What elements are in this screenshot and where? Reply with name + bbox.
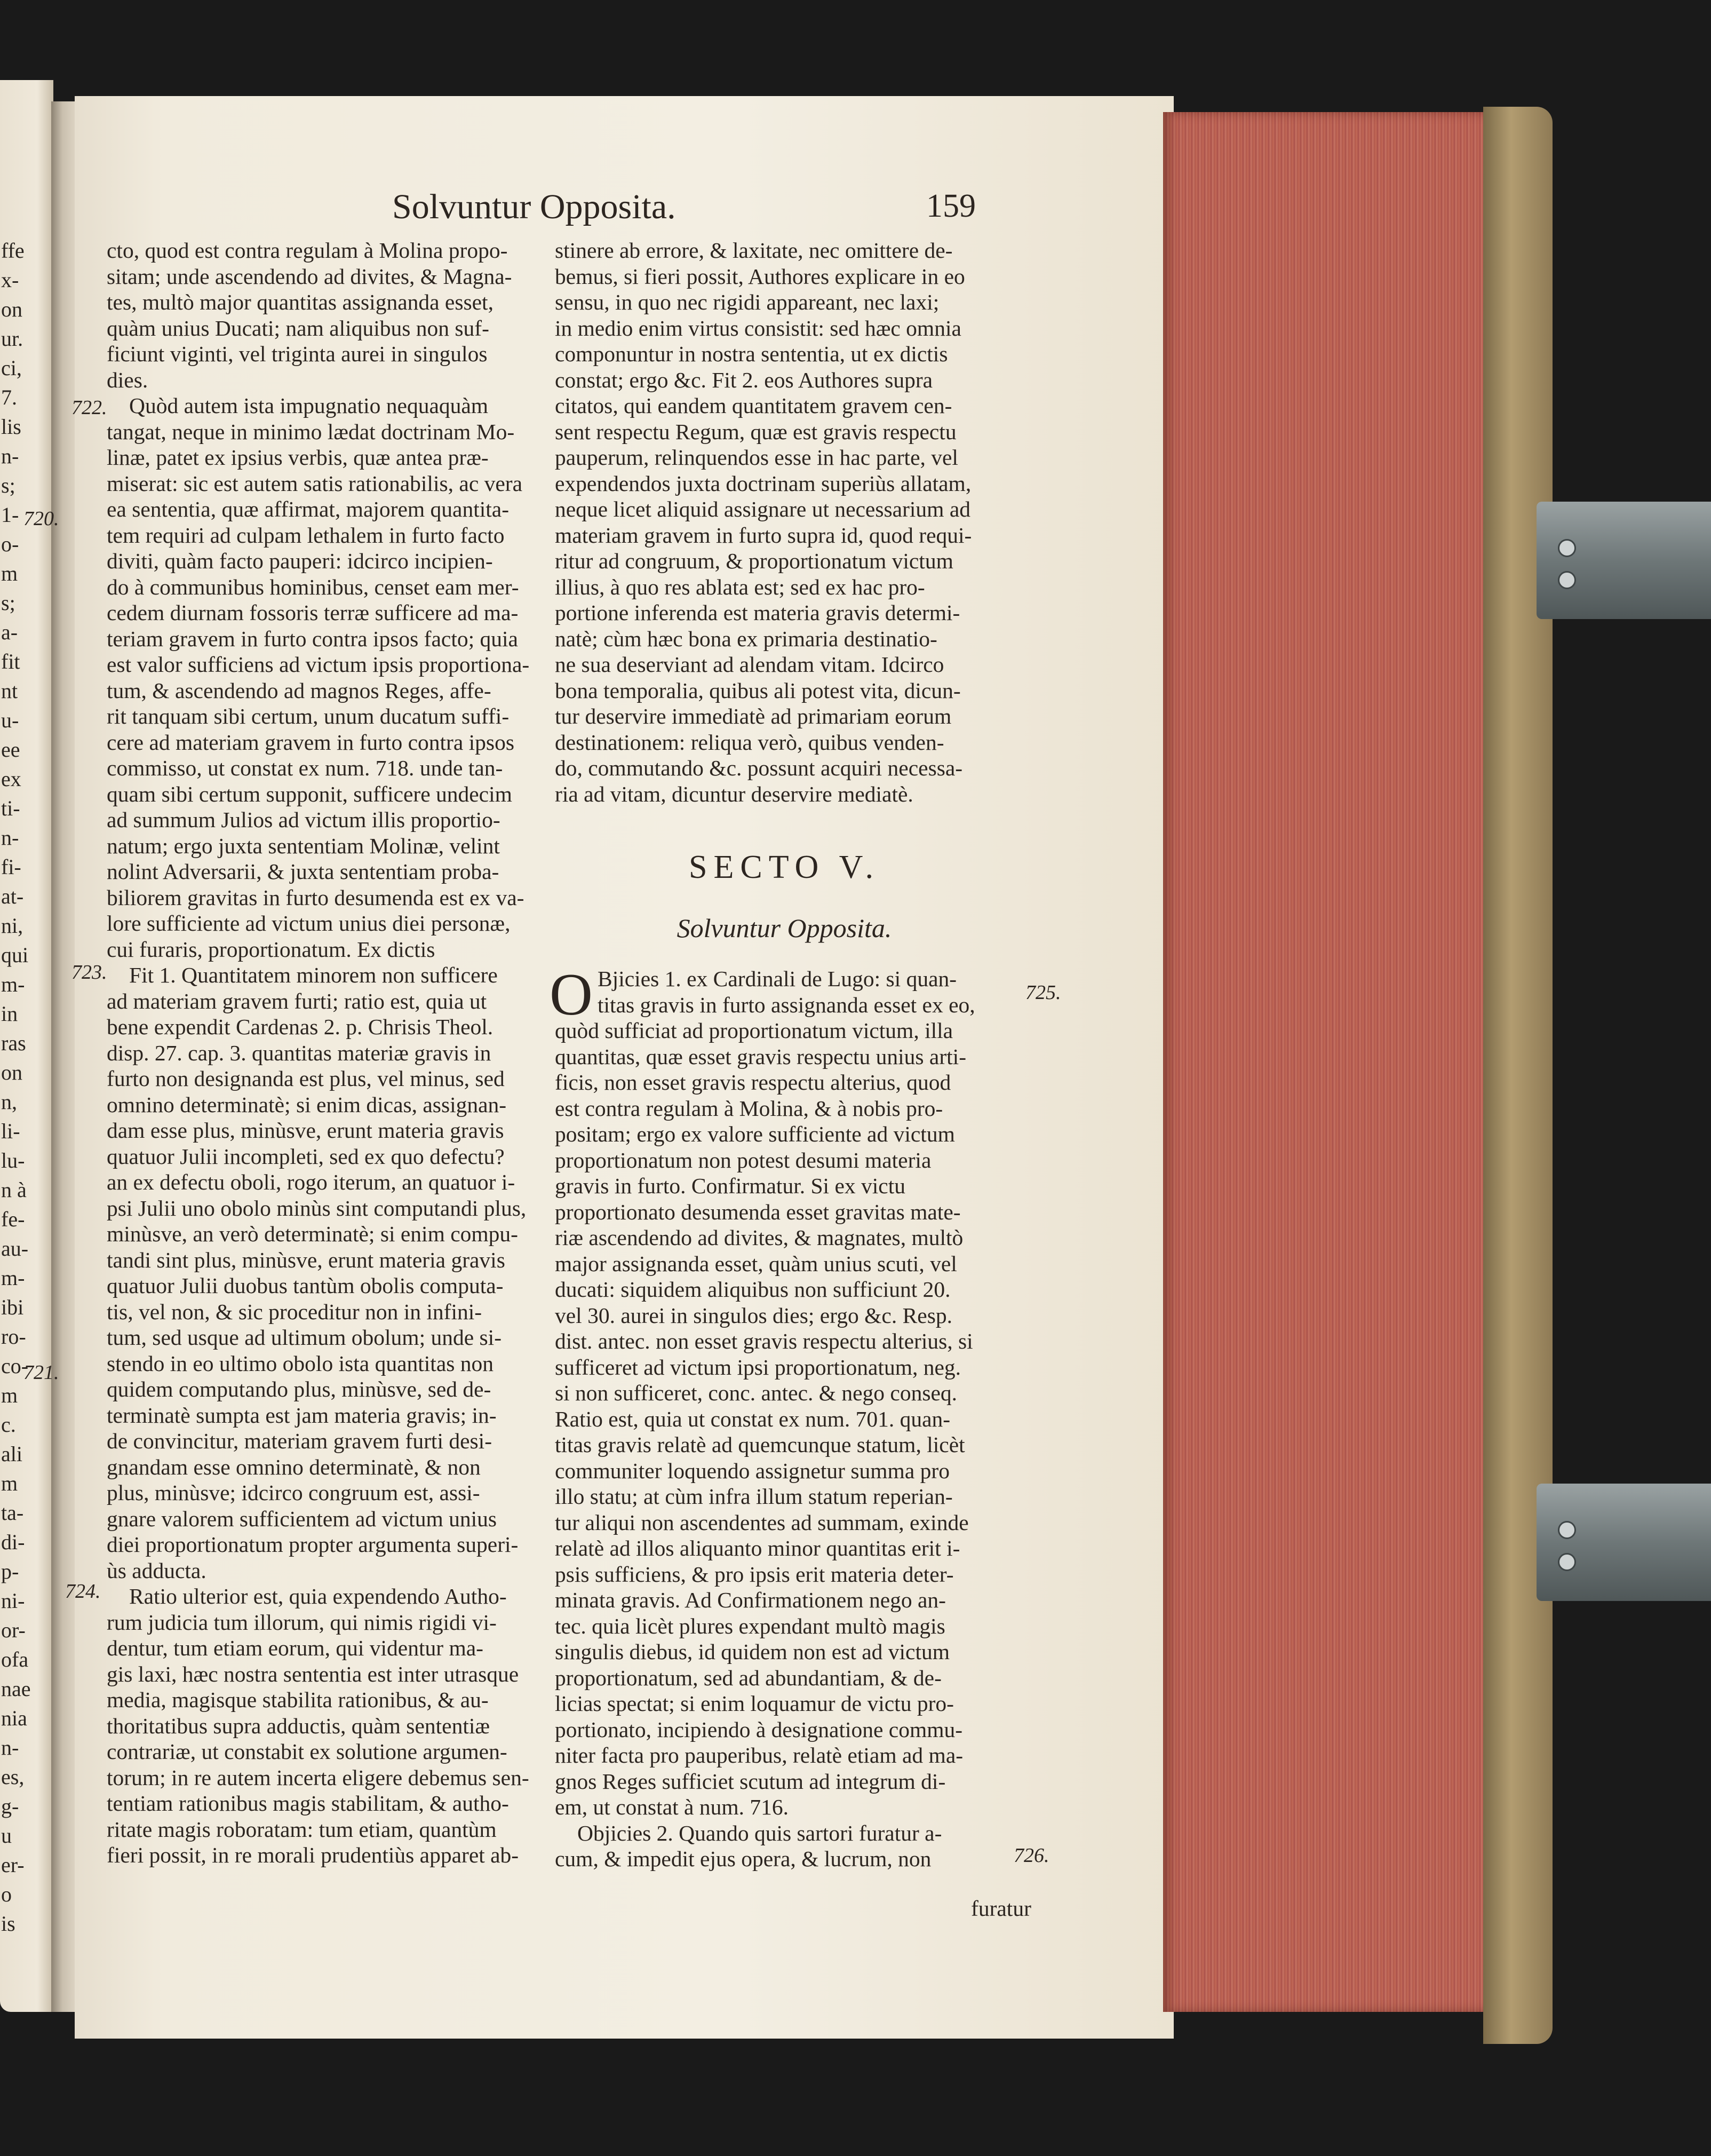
facing-page-fragment: ibi bbox=[1, 1295, 24, 1319]
text-line: portionato, incipiendo à designatione commu- bbox=[555, 1717, 963, 1742]
text-line: cere ad materiam gravem in furto contra ipsos bbox=[107, 730, 514, 755]
facing-page-fragment: ee bbox=[1, 738, 20, 762]
text-line: vel 30. aurei in singulos dies; ergo &c. Resp. bbox=[555, 1303, 952, 1328]
margin-number: 723. bbox=[71, 961, 107, 984]
facing-page-fragment: lu- bbox=[1, 1148, 25, 1172]
text-line: niter facta pro pauperibus, relatè etiam ad ma- bbox=[555, 1743, 964, 1767]
text-line: lore sufficiente ad victum unius diei personæ, bbox=[107, 911, 511, 936]
text-line: gravis in furto. Confirmatur. Si ex victu bbox=[555, 1174, 905, 1198]
facing-page-fragment: x- bbox=[1, 268, 19, 292]
text-line: Quòd autem ista impugnatio nequaquàm bbox=[129, 393, 489, 418]
text-line: ne sua deserviant ad alendam vitam. Idcirco bbox=[555, 652, 944, 677]
facing-page-fragment: ex bbox=[1, 767, 21, 791]
text-line: dentur, tum etiam eorum, qui videntur ma- bbox=[107, 1636, 483, 1660]
facing-page-fragment: u bbox=[1, 1824, 12, 1848]
right-text-column bbox=[555, 237, 1014, 807]
facing-page-fragment: s; bbox=[1, 591, 15, 615]
text-line: gnare valorem sufficientem ad victum unius bbox=[107, 1506, 497, 1531]
text-line: an ex defectu oboli, rogo iterum, an quatuor i- bbox=[107, 1170, 515, 1194]
facing-page-fragment: lis bbox=[1, 415, 21, 439]
text-line: omnino determinatè; si enim dicas, assignan- bbox=[107, 1092, 507, 1117]
margin-number: 726. bbox=[1014, 1844, 1049, 1867]
facing-page-fragment: ta- bbox=[1, 1501, 24, 1525]
facing-page-fragment: n- bbox=[1, 444, 19, 468]
facing-page-fragment: fi- bbox=[1, 855, 21, 879]
text-line: dam esse plus, minùsve, erunt materia gravis bbox=[107, 1118, 504, 1143]
facing-page-fragment: a- bbox=[1, 620, 18, 644]
text-line: ritate magis roboratam: tum etiam, quantùm bbox=[107, 1817, 497, 1842]
text-line: bona temporalia, quibus ali potest vita, dicun- bbox=[555, 678, 961, 703]
text-line: relatè ad illos aliquanto minor quantitas erit i- bbox=[555, 1536, 960, 1560]
text-line: torum; in re autem incerta eligere debemus sen- bbox=[107, 1765, 529, 1790]
text-line: quantitas, quæ esset gravis respectu unius arti- bbox=[555, 1044, 967, 1069]
text-line: singulis diebus, id quidem non est ad victum bbox=[555, 1639, 950, 1664]
text-line: communiter loquendo assignetur summa pro bbox=[555, 1458, 950, 1483]
text-line: sufficeret ad victum ipsi proportionatum, neg. bbox=[555, 1354, 961, 1380]
text-line: rum judicia tum illorum, qui nimis rigidi vi- bbox=[107, 1610, 497, 1635]
facing-page-fragment: p- bbox=[1, 1559, 19, 1583]
text-line: Bjicies 1. ex Cardinali de Lugo: si quan- bbox=[598, 966, 957, 991]
facing-page-fragment: ur. bbox=[1, 327, 23, 351]
facing-page-fragment: qui bbox=[1, 943, 29, 967]
text-line: cum, & impedit ejus opera, & lucrum, non bbox=[555, 1846, 932, 1871]
text-line: riæ ascendendo ad divites, & magnates, multò bbox=[555, 1225, 964, 1250]
text-line: expendendos juxta doctrinam superiùs allatam, bbox=[555, 471, 972, 496]
text-line: natè; cùm hæc bona ex primaria destinatio- bbox=[555, 626, 937, 651]
text-line: illo statu; at cùm infra illum statum reperian- bbox=[555, 1484, 953, 1509]
text-line: proportionato desumenda esset gravitas mate- bbox=[555, 1199, 961, 1224]
text-line: tangat, neque in minimo lædat doctrinam Mo- bbox=[107, 419, 515, 444]
facing-page-fragment: fe- bbox=[1, 1207, 25, 1231]
text-line: tis, vel non, & sic proceditur non in infini- bbox=[107, 1299, 482, 1324]
text-line: nolint Adversarii, & juxta sententiam proba- bbox=[107, 859, 499, 884]
facing-page-fragment: co- bbox=[1, 1354, 29, 1378]
text-line: diviti, quàm facto pauperi: idcirco incipien- bbox=[107, 549, 493, 573]
text-line: quatuor Julii incompleti, sed ex quo defectu? bbox=[107, 1144, 505, 1169]
facing-page-fragment: m- bbox=[1, 972, 25, 996]
text-line: do, commutando &c. possunt acquiri necessa- bbox=[555, 756, 963, 780]
text-line: Objicies 2. Quando quis sartori furatur a- bbox=[577, 1820, 942, 1845]
facing-page-fragment: n, bbox=[1, 1090, 17, 1114]
text-line: disp. 27. cap. 3. quantitas materiæ gravis in bbox=[107, 1040, 491, 1065]
section-subheading: Solvuntur Opposita. bbox=[677, 913, 892, 943]
text-line: Ratio est, quia ut constat ex num. 701. quan- bbox=[555, 1406, 951, 1431]
text-line: gnandam esse omnino determinatè, & non bbox=[107, 1454, 481, 1479]
facing-page-fragment: er- bbox=[1, 1853, 25, 1877]
facing-page-fragment: ras bbox=[1, 1031, 26, 1055]
text-line: de convincitur, materiam gravem furti desi- bbox=[107, 1429, 492, 1453]
text-line: materiam gravem in furto supra id, quod requi- bbox=[555, 522, 972, 548]
facing-page-fragment: in bbox=[1, 1002, 18, 1026]
text-line: diei proportionatum propter argumenta superi- bbox=[107, 1532, 519, 1557]
text-line: citatos, qui eandem quantitatem gravem cen- bbox=[555, 393, 952, 418]
margin-number: 725. bbox=[1025, 981, 1061, 1004]
text-line: ficiunt viginti, vel triginta aurei in singulos bbox=[107, 342, 488, 366]
text-line: proportionatum non potest desumi materia bbox=[555, 1147, 932, 1172]
facing-page-fragment: u- bbox=[1, 708, 19, 732]
facing-page-fragment: m bbox=[1, 1471, 18, 1495]
facing-page-fragment: au- bbox=[1, 1236, 29, 1261]
text-line: gis laxi, hæc nostra sententia est inter utrasque bbox=[107, 1661, 519, 1686]
text-line: stinere ab errore, & laxitate, nec omittere de- bbox=[555, 238, 953, 263]
text-line: dies. bbox=[107, 367, 148, 392]
text-line: psi Julii uno obolo minùs sint computandi plus, bbox=[107, 1195, 527, 1220]
facing-page-fragment: m- bbox=[1, 1266, 25, 1290]
facing-page-edge bbox=[0, 80, 53, 2012]
facing-page-fragment: ro- bbox=[1, 1325, 26, 1349]
facing-page-fragment: ali bbox=[1, 1442, 22, 1466]
facing-page-fragment: nt bbox=[1, 679, 18, 703]
text-line: tec. quia licèt plures expendant multò magis bbox=[555, 1613, 945, 1638]
text-line: natum; ergo juxta sententiam Molinæ, velint bbox=[107, 833, 500, 858]
text-line: portione inferenda est materia gravis determi- bbox=[555, 600, 960, 625]
facing-page-fragment: es, bbox=[1, 1765, 25, 1789]
text-line: licias spectat; si enim loquamur de victu pro- bbox=[555, 1691, 954, 1716]
facing-page-fragment: li- bbox=[1, 1119, 20, 1143]
facing-page-fragment: o bbox=[1, 1882, 12, 1906]
text-line: fieri possit, in re morali prudentiùs apparet ab- bbox=[107, 1843, 519, 1867]
text-line: linæ, patet ex ipsius verbis, quæ antea præ- bbox=[107, 445, 489, 470]
facing-page-fragment: is bbox=[1, 1912, 15, 1936]
facing-page-fragment: o- bbox=[1, 532, 19, 556]
page-block-edge bbox=[1163, 112, 1505, 2012]
upper-clasp bbox=[1537, 502, 1711, 619]
text-line: quàm unius Ducati; nam aliquibus non suf- bbox=[107, 315, 489, 340]
facing-page-fragment: on bbox=[1, 297, 22, 321]
book-cover-board bbox=[1483, 107, 1553, 2044]
text-line: contrariæ, ut constabit ex solutione argumen- bbox=[107, 1739, 507, 1764]
text-line: terminatè sumpta est jam materia gravis; in- bbox=[107, 1402, 497, 1428]
text-line: sent respectu Regum, quæ est gravis respectu bbox=[555, 419, 957, 444]
page-number: 159 bbox=[926, 188, 976, 224]
margin-number: 722. bbox=[71, 397, 107, 419]
text-line: Fit 1. Quantitatem minorem non sufficere bbox=[129, 963, 498, 987]
text-line: neque licet aliquid assignare ut necessarium ad bbox=[555, 497, 970, 521]
facing-page-fragment: ffe bbox=[1, 239, 25, 263]
facing-page-fragment: on bbox=[1, 1060, 22, 1084]
text-line: em, ut constat à num. 716. bbox=[555, 1795, 789, 1819]
text-line: ducati: siquidem aliquibus non sufficiunt 20. bbox=[555, 1277, 951, 1302]
facing-page-fragment: ti- bbox=[1, 796, 20, 820]
text-line: rit tanquam sibi certum, unum ducatum suffi- bbox=[107, 704, 510, 728]
drop-capital: O bbox=[550, 962, 593, 1028]
text-line: minùsve, an verò determinatè; si enim compu- bbox=[107, 1222, 518, 1246]
text-line: sitam; unde ascendendo ad divites, & Magna- bbox=[107, 264, 512, 289]
facing-page-fragment: n- bbox=[1, 1735, 19, 1759]
facing-page-fragment: s; bbox=[1, 473, 15, 497]
text-line: commisso, ut constat ex num. 718. unde tan- bbox=[107, 756, 503, 780]
text-line: constat; ergo &c. Fit 2. eos Authores supra bbox=[555, 367, 933, 392]
text-line: ad materiam gravem furti; ratio est, quia ut bbox=[107, 988, 487, 1013]
text-line: in medio enim virtus consistit: sed hæc omnia bbox=[555, 315, 961, 340]
text-line: positam; ergo ex valore sufficiente ad victum bbox=[555, 1122, 955, 1146]
text-line: thoritatibus supra adductis, quàm sententiæ bbox=[107, 1713, 490, 1738]
facing-page-fragment: ni, bbox=[1, 914, 23, 938]
text-line: do à communibus hominibus, censet eam mer- bbox=[107, 574, 519, 599]
facing-page-fragment: g- bbox=[1, 1794, 19, 1818]
facing-page-fragment: m bbox=[1, 1383, 18, 1407]
text-line: Ratio ulterior est, quia expendendo Autho- bbox=[129, 1584, 507, 1608]
facing-page-fragment: 1- bbox=[1, 503, 19, 527]
facing-page-fragment: or- bbox=[1, 1618, 26, 1642]
text-line: minata gravis. Ad Confirmationem nego an- bbox=[555, 1588, 946, 1612]
text-line: ria ad vitam, dicuntur deservire mediatè. bbox=[555, 781, 913, 806]
text-line: ritur ad congruum, & proportionatum victum bbox=[555, 549, 953, 573]
catchword: furatur bbox=[971, 1896, 1031, 1921]
text-line: tem requiri ad culpam lethalem in furto facto bbox=[107, 522, 505, 548]
text-line: ad summum Julios ad victum illis proportio- bbox=[107, 807, 500, 832]
text-line: titas gravis relatè ad quemcunque statum, licèt bbox=[555, 1432, 965, 1457]
left-text-column bbox=[107, 237, 534, 1868]
text-line: tum, sed usque ad ultimum obolum; unde si- bbox=[107, 1325, 502, 1350]
text-line: media, magisque stabilita rationibus, & au- bbox=[107, 1687, 489, 1712]
text-line: cto, quod est contra regulam à Molina propo- bbox=[107, 238, 508, 263]
margin-number: 724. bbox=[65, 1580, 101, 1603]
margin-number: 721. bbox=[23, 1361, 59, 1384]
text-line: ficis, non esset gravis respectu alterius, quod bbox=[555, 1070, 951, 1095]
facing-page-fragment: n- bbox=[1, 826, 19, 850]
facing-page-fragment: nia bbox=[1, 1706, 27, 1730]
running-head: Solvuntur Opposita. bbox=[392, 187, 676, 226]
text-line: miserat: sic est autem satis rationabilis, ac vera bbox=[107, 471, 523, 496]
facing-page-fragment: ofa bbox=[1, 1647, 29, 1671]
text-line: tur aliqui non ascendentes ad summam, exinde bbox=[555, 1510, 969, 1535]
text-line: titas gravis in furto assignanda esset ex eo, bbox=[598, 992, 975, 1017]
text-line: gnos Reges sufficiet scutum ad integrum di- bbox=[555, 1769, 946, 1794]
text-line: est valor sufficiens ad victum ipsis proportiona- bbox=[107, 652, 530, 677]
facing-page-fragment: 7. bbox=[1, 385, 17, 409]
text-line: major assignanda esset, quàm unius scuti, vel bbox=[555, 1251, 957, 1276]
text-line: bene expendit Cardenas 2. p. Chrisis Theol. bbox=[107, 1014, 494, 1039]
text-line: psis sufficiens, & pro ipsis erit materia deter- bbox=[555, 1561, 954, 1587]
text-line: tes, multò major quantitas assignanda esset, bbox=[107, 290, 494, 314]
text-line: est contra regulam à Molina, & à nobis pro- bbox=[555, 1096, 943, 1121]
text-line: dist. antec. non esset gravis respectu alterius, si bbox=[555, 1329, 973, 1353]
text-line: componuntur in nostra sententia, ut ex dictis bbox=[555, 342, 948, 366]
text-line: biliorem gravitas in furto desumenda est ex va- bbox=[107, 885, 524, 910]
text-line: cui furaris, proportionatum. Ex dictis bbox=[107, 937, 435, 962]
text-line: furto non designanda est plus, vel minus, sed bbox=[107, 1066, 505, 1091]
text-line: tentiam rationibus magis stabilitam, & autho- bbox=[107, 1791, 509, 1816]
text-line: quòd sufficiat ad proportionatum victum, illa bbox=[555, 1018, 953, 1043]
text-line: destinationem: reliqua verò, quibus venden- bbox=[555, 730, 944, 755]
text-line: stendo in eo ultimo obolo ista quantitas non bbox=[107, 1351, 494, 1376]
facing-page-fragment: nae bbox=[1, 1677, 31, 1701]
text-line: quidem computando plus, minùsve, sed de- bbox=[107, 1377, 491, 1401]
text-line: ea sententia, quæ affirmat, majorem quantita- bbox=[107, 497, 510, 521]
text-line: tur deservire immediatè ad primariam eorum bbox=[555, 704, 952, 728]
text-line: tum, & ascendendo ad magnos Reges, affe- bbox=[107, 678, 491, 703]
facing-page-fragment: ni- bbox=[1, 1589, 25, 1613]
text-line: sensu, in quo nec rigidi appareant, nec laxi; bbox=[555, 290, 940, 314]
text-line: plus, minùsve; idcirco congruum est, assi- bbox=[107, 1480, 480, 1505]
section-text-column bbox=[555, 966, 1014, 1872]
facing-page-fragment: n à bbox=[1, 1178, 27, 1202]
margin-number: 720. bbox=[23, 508, 59, 530]
section-heading: SECTO V. bbox=[689, 849, 880, 885]
facing-page-fragment: m bbox=[1, 561, 18, 585]
text-line: si non sufficeret, conc. antec. & nego conseq. bbox=[555, 1381, 958, 1405]
facing-page-fragment: di- bbox=[1, 1530, 25, 1554]
text-line: pauperum, relinquendos esse in hac parte, vel bbox=[555, 445, 958, 470]
text-line: cedem diurnam fossoris terræ sufficere ad ma- bbox=[107, 600, 519, 625]
text-line: illius, à quo res ablata est; sed ex hac pro- bbox=[555, 574, 925, 599]
lower-clasp bbox=[1537, 1484, 1711, 1601]
facing-page-fragment: at- bbox=[1, 884, 24, 908]
text-line: quam sibi certum supponit, sufficere undecim bbox=[107, 781, 512, 806]
text-line: teriam gravem in furto contra ipsos facto; quia bbox=[107, 626, 518, 651]
text-line: proportionatum, sed ad abundantiam, & de- bbox=[555, 1665, 942, 1690]
text-line: tandi sint plus, minùsve, erunt materia gravis bbox=[107, 1247, 505, 1272]
text-line: ùs adducta. bbox=[107, 1558, 206, 1583]
text-line: quatuor Julii duobus tantùm obolis computa- bbox=[107, 1273, 504, 1298]
text-line: bemus, si fieri possit, Authores explicare in eo bbox=[555, 264, 965, 289]
facing-page-fragment: c. bbox=[1, 1413, 16, 1437]
facing-page-fragment: ci, bbox=[1, 356, 22, 380]
facing-page-fragment: fit bbox=[1, 649, 20, 673]
